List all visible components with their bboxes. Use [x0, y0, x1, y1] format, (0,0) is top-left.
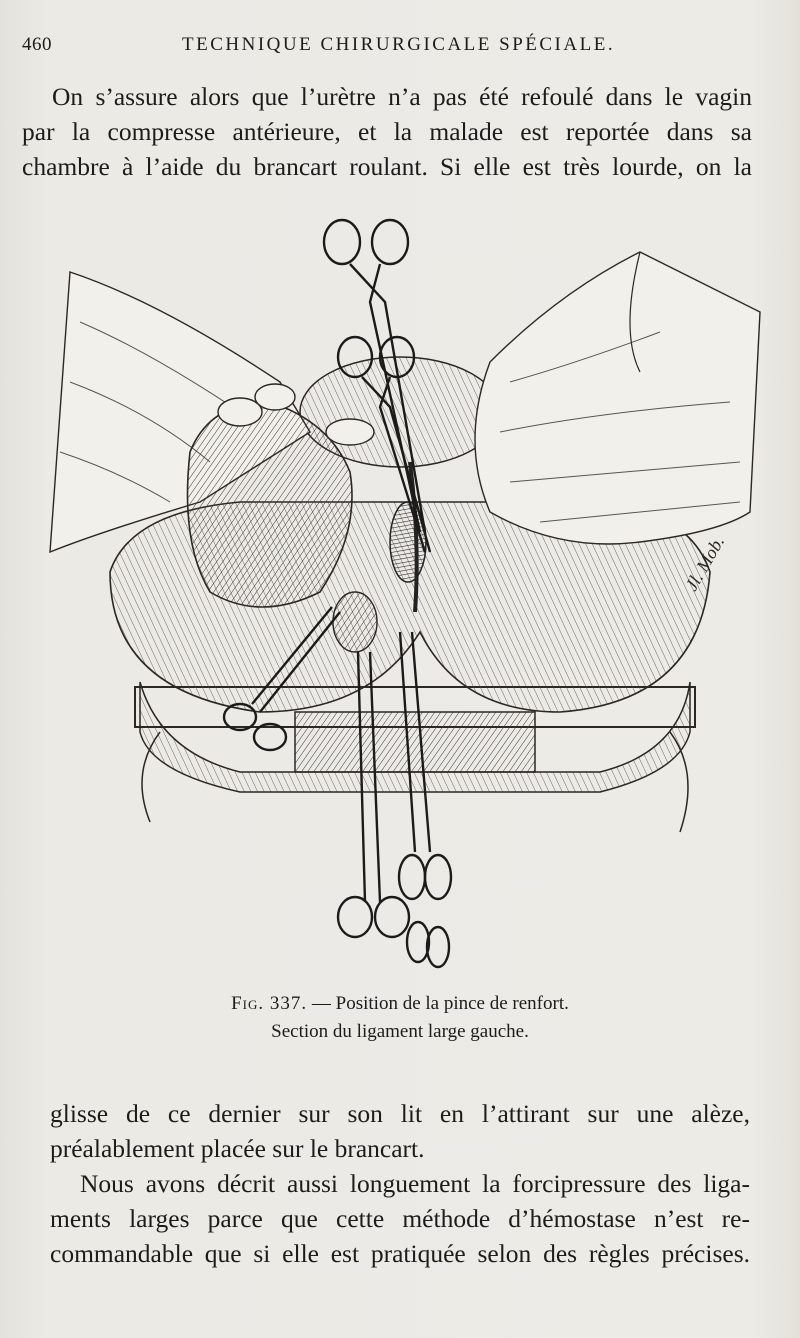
text-line: ments larges parce que cette méthode d’hémostase n’est re-: [50, 1204, 750, 1233]
figure-label: Fig. 337.: [231, 993, 308, 1014]
surgical-engraving-figure: [40, 212, 780, 982]
caption-title: — Position de la pince de renfort.: [311, 993, 569, 1014]
figure-caption: [0, 990, 800, 1046]
caption-line-2: Section du ligament large gauche.: [271, 1021, 529, 1042]
text-line: par la compresse antérieure, et la malade est reportée dans sa: [22, 117, 752, 146]
top-paragraph: [22, 79, 752, 184]
running-title: TECHNIQUE CHIRURGICALE SPÉCIALE.: [182, 34, 616, 55]
right-arm-drape-icon: [475, 252, 760, 544]
text-line: préalablement placée sur le brancart.: [50, 1134, 425, 1163]
bottom-paragraph: [50, 1096, 750, 1166]
running-head: [22, 34, 770, 60]
second-paragraph: [50, 1166, 750, 1271]
text-line: chambre à l’aide du brancart roulant. Si elle est très lourde, on la: [22, 152, 752, 181]
engraver-signature: Jl. Mob.: [681, 532, 729, 594]
text-line: Nous avons décrit aussi longuement la forcipressure des liga-: [80, 1169, 750, 1198]
page-number: 460: [22, 34, 52, 55]
text-line: glisse de ce dernier sur son lit en l’attirant sur une alèze,: [50, 1099, 750, 1128]
caption-line-1: [0, 990, 800, 1018]
text-line: On s’assure alors que l’urètre n’a pas été refoulé dans le vagin: [52, 82, 752, 111]
text-line: commandable que si elle est pratiquée selon des règles précises.: [50, 1239, 750, 1268]
